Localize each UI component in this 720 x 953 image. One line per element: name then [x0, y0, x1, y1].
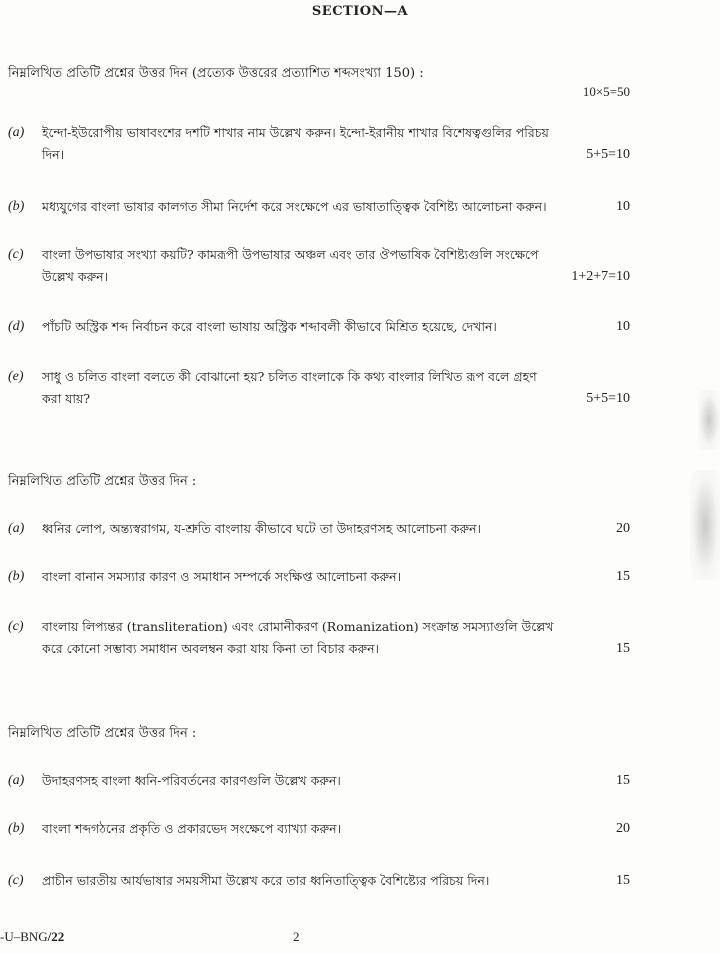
question-text-line: দিন। — [42, 147, 65, 162]
question-text-line: করা যায়? — [42, 391, 91, 406]
question-label: (a) — [8, 125, 25, 140]
question-text-line: বাংলায় লিপ্যন্তর (transliteration) এবং রোমানীকরণ (Romanization) সংক্রান্ত সমস্যাগুলি উল্লেখ — [42, 619, 554, 634]
question-marks: 5+5=10 — [586, 147, 630, 162]
question-text-line: উদাহরণসহ বাংলা ধ্বনি-পরিবর্তনের কারণগুলি উল্লেখ করুন। — [42, 773, 341, 788]
section-title: SECTION—A — [311, 4, 409, 19]
question-2a — [8, 518, 630, 540]
instruction-block-1: নিম্নলিখিত প্রতিটি প্রশ্নের উত্তর দিন (প্রত্যেক উত্তরের প্রত্যাশিত শব্দসংখ্যা 150) : — [8, 66, 424, 81]
question-text-line: বাংলা শব্দগঠনের প্রকৃতি ও প্রকারভেদ সংক্ষেপে ব্যাখ্যা করুন। — [42, 821, 342, 836]
question-marks: 15 — [616, 641, 630, 656]
question-1e — [8, 366, 630, 410]
question-1b — [8, 196, 630, 218]
question-text-line: সাধু ও চলিত বাংলা বলতে কী বোঝানো হয়? চলিত বাংলাকে কি কথ্য বাংলার লিখিত রূপ বলে গ্রহণ — [42, 369, 537, 384]
question-text-line: উল্লেখ করুন। — [42, 269, 109, 284]
question-label: (b) — [8, 569, 25, 584]
paper-code-suffix: /22 — [47, 929, 65, 944]
question-1a — [8, 122, 630, 166]
question-marks: 10 — [616, 199, 630, 214]
question-text-line: বাংলা বানান সমস্যার কারণ ও সমাধান সম্পর্কে সংক্ষিপ্ত আলোচনা করুন। — [42, 569, 402, 584]
scan-smudge — [698, 390, 720, 450]
total-marks-block-1: 10×5=50 — [582, 84, 630, 99]
question-marks: 20 — [616, 821, 630, 836]
question-label: (b) — [8, 199, 25, 214]
paper-code-prefix: -U–BNG — [0, 929, 48, 944]
question-text-line: প্রাচীন ভারতীয় আর্যভাষার সময়সীমা উল্লেখ করে তার ধ্বনিতাত্ত্বিক বৈশিষ্ট্যের পরিচয় দিন। — [42, 873, 490, 888]
question-label: (c) — [8, 873, 24, 888]
question-label: (a) — [8, 521, 25, 536]
question-label: (d) — [8, 319, 25, 334]
question-label: (e) — [8, 369, 24, 384]
instruction-block-3: নিম্নলিখিত প্রতিটি প্রশ্নের উত্তর দিন : — [8, 726, 197, 741]
question-3c — [8, 870, 630, 892]
question-marks: 15 — [616, 773, 630, 788]
paper-code — [0, 929, 64, 945]
question-text-line: পাঁচটি অস্ট্রিক শব্দ নির্বাচন করে বাংলা ভাষায় অস্ট্রিক শব্দাবলী কীভাবে মিশ্রিত হয়েছে, দেখান। — [42, 319, 497, 334]
question-label: (c) — [8, 247, 24, 262]
question-label: (c) — [8, 619, 24, 634]
question-text-line: বাংলা উপভাষার সংখ্যা কয়টি? কামরূপী উপভাষার অঞ্চল এবং তার ঔপভাষিক বৈশিষ্ট্যগুলি সংক্ষেপে — [42, 247, 539, 262]
question-1c — [8, 244, 630, 288]
page-number: 2 — [293, 929, 300, 944]
scan-smudge — [690, 470, 720, 580]
instruction-block-2: নিম্নলিখিত প্রতিটি প্রশ্নের উত্তর দিন : — [8, 474, 197, 489]
question-text-line: ধ্বনির লোপ, অন্ত্যস্বরাগম, য-শ্রুতি বাংলায় কীভাবে ঘটে তা উদাহরণসহ আলোচনা করুন। — [42, 521, 482, 536]
question-text-line: মধ্যযুগের বাংলা ভাষার কালগত সীমা নির্দেশ করে সংক্ষেপে এর ভাষাতাত্ত্বিক বৈশিষ্ট্য আলোচনা করুন। — [42, 199, 547, 214]
question-3a — [8, 770, 630, 792]
question-3b — [8, 818, 630, 840]
question-2c — [8, 616, 630, 660]
question-marks: 20 — [616, 521, 630, 536]
question-marks: 1+2+7=10 — [571, 269, 630, 284]
question-2b — [8, 566, 630, 588]
question-text-line: করে কোনো সম্ভাব্য সমাধান অবলম্বন করা যায় কিনা তা বিচার করুন। — [42, 641, 380, 656]
question-text-line: ইন্দো-ইউরোপীয় ভাষাবংশের দশটি শাখার নাম উল্লেখ করুন। ইন্দো-ইরানীয় শাখার বিশেষত্বগুলির পরিচয় — [42, 125, 549, 140]
question-marks: 10 — [616, 319, 630, 334]
question-label: (b) — [8, 821, 25, 836]
question-1d — [8, 316, 630, 338]
question-marks: 15 — [616, 569, 630, 584]
question-marks: 5+5=10 — [586, 391, 630, 406]
question-marks: 15 — [616, 873, 630, 888]
question-label: (a) — [8, 773, 25, 788]
